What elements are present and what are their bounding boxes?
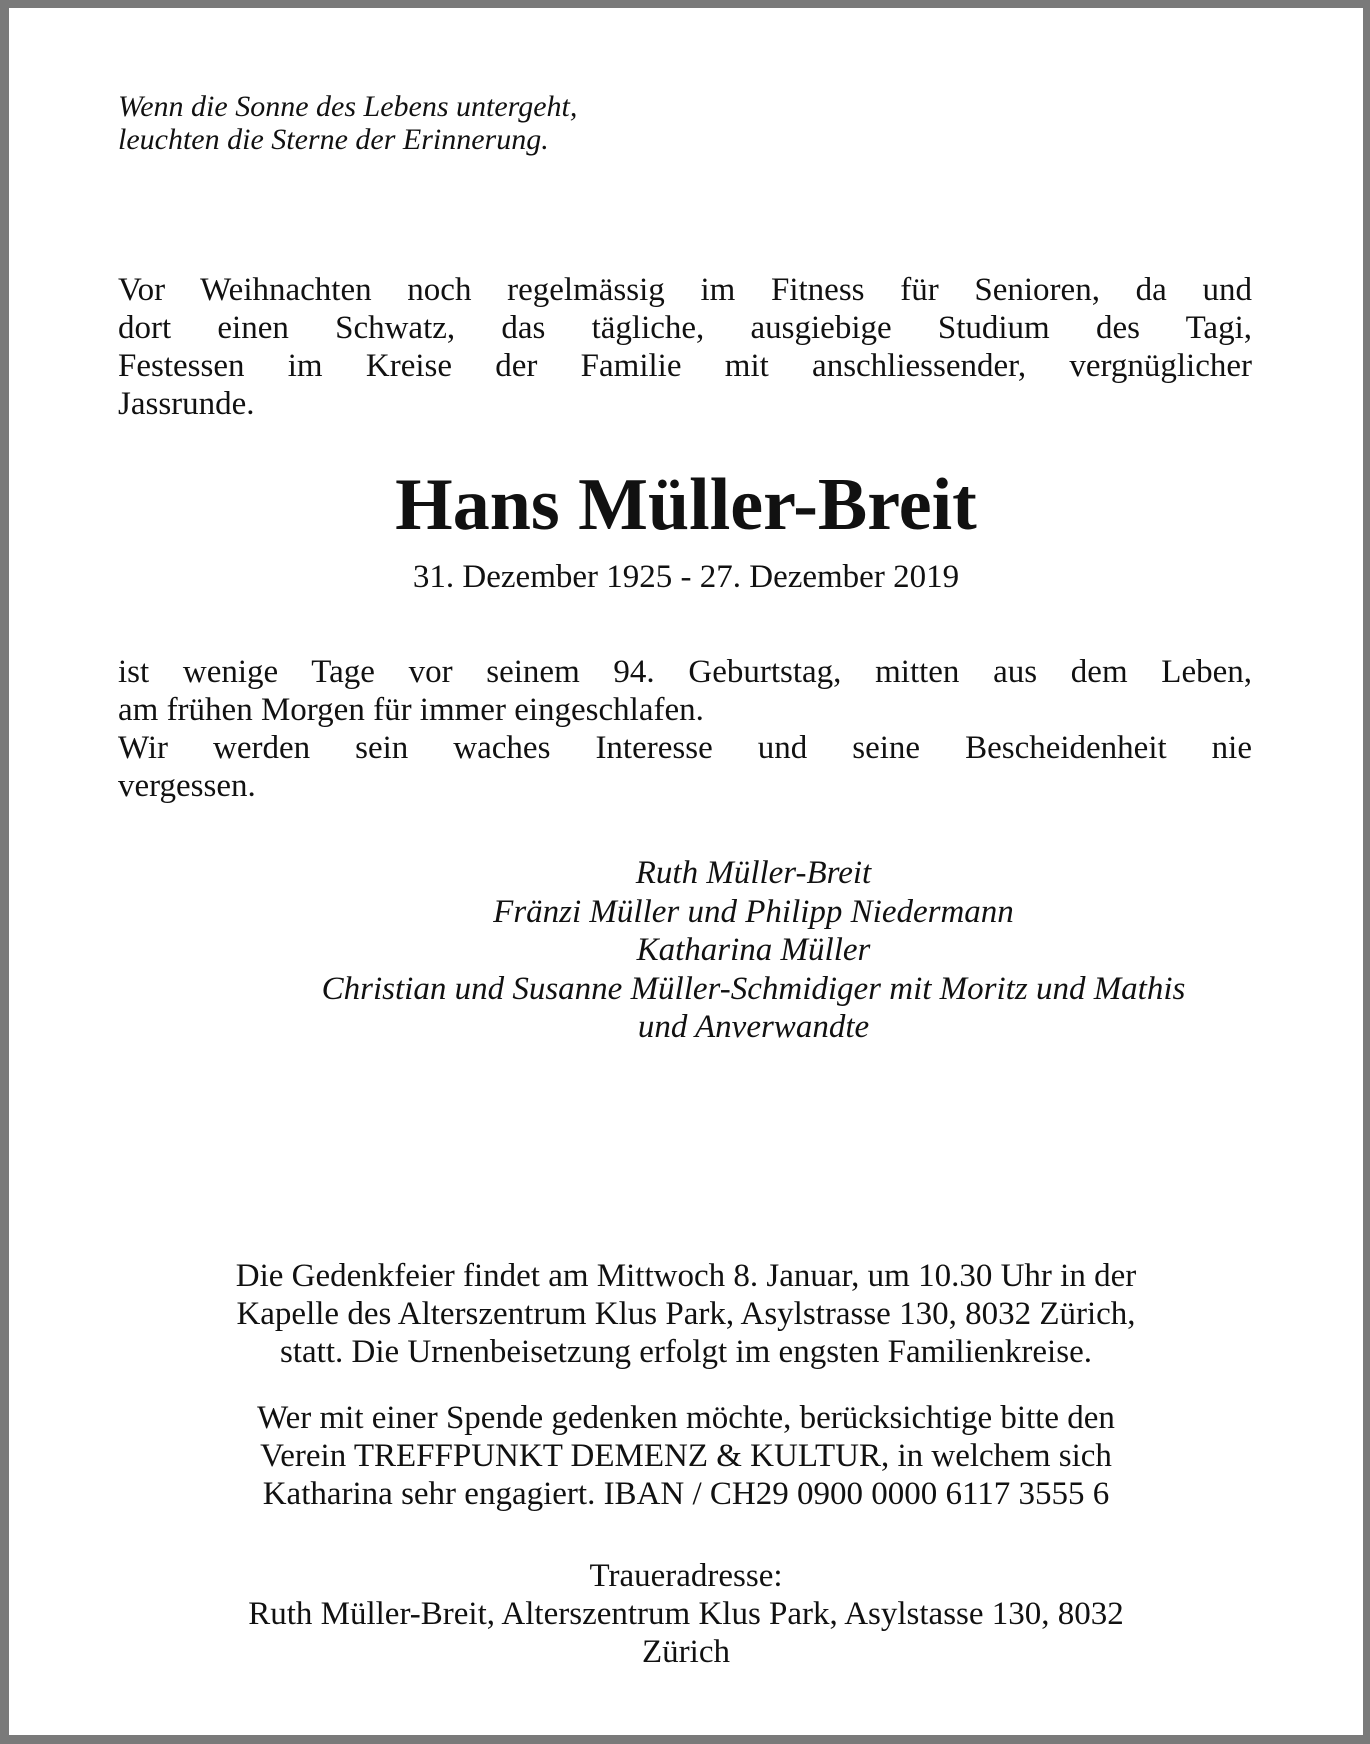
ceremony-line: Kapelle des Alterszentrum Klus Park, Asylstrasse 130, 8032 Zürich, <box>236 1296 1136 1332</box>
mourning-address <box>69 1557 1303 1671</box>
mourner: Fränzi Müller und Philipp Niedermann <box>493 893 1014 930</box>
address-line: Ruth Müller-Breit, Alterszentrum Klus Park, Asylstasse 130, 8032 <box>248 1596 1124 1632</box>
life-dates: 31. Dezember 1925 - 27. Dezember 2019 <box>412 559 960 595</box>
message-line: am frühen Morgen für immer eingeschlafen. <box>118 692 704 728</box>
deceased-name: Hans Müller-Breit <box>395 464 977 546</box>
mourners-list <box>255 854 1252 1047</box>
mourner: Ruth Müller-Breit <box>635 855 872 891</box>
donation-line: Katharina sehr engagiert. IBAN / CH29 0900 0000 6117 3555 6 <box>262 1476 1110 1512</box>
message-line: vergessen. <box>118 768 256 804</box>
intro-paragraph <box>118 271 1252 423</box>
ceremony-info <box>69 1257 1303 1371</box>
mourner: und Anverwandte <box>637 1009 870 1045</box>
intro-line: Festessen im Kreise der Familie mit anschliessender, vergnüglicher <box>118 348 1252 384</box>
intro-line: Jassrunde. <box>118 386 255 422</box>
ceremony-line: statt. Die Urnenbeisetzung erfolgt im engsten Familienkreise. <box>280 1334 1092 1370</box>
message-line: Wir werden sein waches Interesse und seine Bescheidenheit nie <box>118 730 1252 766</box>
address-heading: Traueradresse: <box>589 1558 783 1594</box>
mourner: Katharina Müller <box>636 932 871 968</box>
intro-line: dort einen Schwatz, das tägliche, ausgiebige Studium des Tagi, <box>118 310 1252 346</box>
obituary-page <box>9 8 1363 1735</box>
epigraph-quote <box>118 90 577 156</box>
message-line: ist wenige Tage vor seinem 94. Geburtstag, mitten aus dem Leben, <box>118 654 1252 690</box>
intro-line: Vor Weihnachten noch regelmässig im Fitness für Senioren, da und <box>118 272 1252 308</box>
quote-line: leuchten die Sterne der Erinnerung. <box>118 123 549 156</box>
address-line: Zürich <box>642 1634 730 1670</box>
ceremony-line: Die Gedenkfeier findet am Mittwoch 8. Januar, um 10.30 Uhr in der <box>235 1258 1137 1294</box>
quote-line: Wenn die Sonne des Lebens untergeht, <box>118 90 578 123</box>
mourner: Christian und Susanne Müller-Schmidiger mit Moritz und Mathis <box>321 970 1186 1007</box>
donation-line: Wer mit einer Spende gedenken möchte, berücksichtige bitte den <box>257 1400 1115 1436</box>
message-paragraph <box>118 653 1252 805</box>
donation-info <box>69 1399 1303 1513</box>
donation-line: Verein TREFFPUNKT DEMENZ & KULTUR, in welchem sich <box>260 1438 1112 1474</box>
